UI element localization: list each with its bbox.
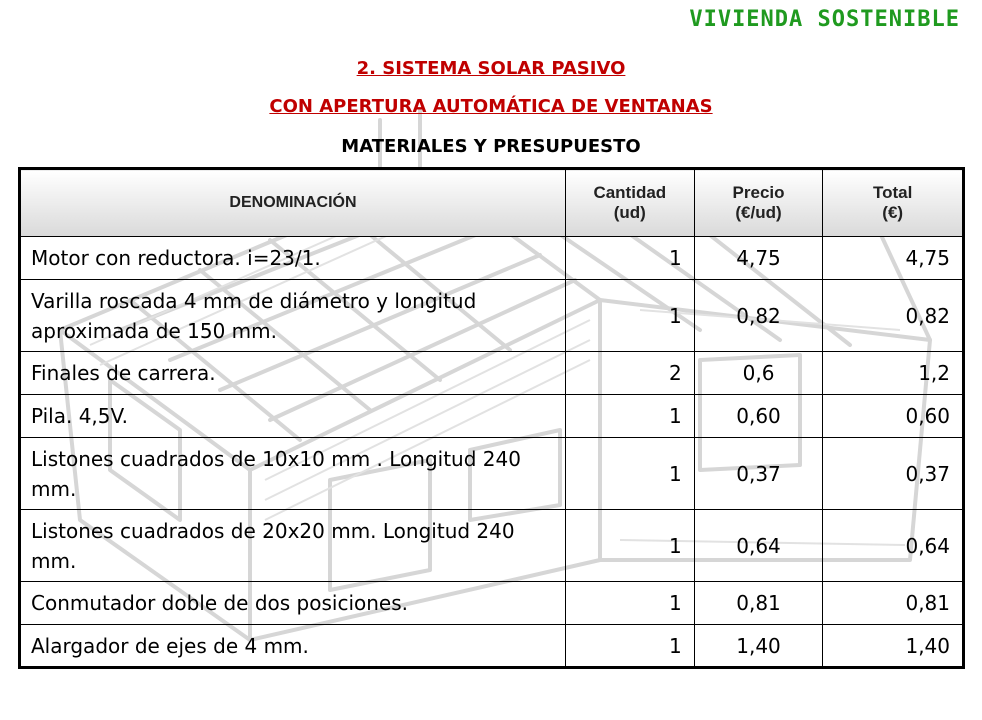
table-row: [20, 582, 964, 625]
item-name: Listones cuadrados de 10x10 mm . Longitud 240 mm.: [20, 438, 566, 510]
item-price: 0,81: [694, 582, 823, 625]
item-quantity: 1: [565, 510, 694, 582]
header-line-2: (ud): [613, 203, 646, 222]
item-total: 0,37: [823, 438, 964, 510]
table-row: [20, 352, 964, 395]
item-quantity: 1: [565, 438, 694, 510]
table-row: [20, 438, 964, 510]
item-price: 0,82: [694, 280, 823, 352]
header-row: [20, 169, 964, 237]
table-row: [20, 625, 964, 668]
column-header-cantidad: [565, 169, 694, 237]
item-name: Varilla roscada 4 mm de diámetro y longitud aproximada de 150 mm.: [20, 280, 566, 352]
item-name: Listones cuadrados de 20x20 mm. Longitud 240 mm.: [20, 510, 566, 582]
table-caption: MATERIALES Y PRESUPUESTO: [341, 136, 641, 157]
item-price: 0,60: [694, 395, 823, 438]
item-quantity: 1: [565, 237, 694, 280]
header-line-2: (€): [882, 203, 904, 222]
header-line-1: Cantidad: [593, 183, 667, 202]
section-subtitle: CON APERTURA AUTOMÁTICA DE VENTANAS: [269, 96, 713, 117]
item-quantity: 1: [565, 395, 694, 438]
materials-budget-table: [18, 167, 965, 669]
column-header-total: [823, 169, 964, 237]
item-price: 0,64: [694, 510, 823, 582]
column-header-precio: [694, 169, 823, 237]
item-price: 4,75: [694, 237, 823, 280]
header-line-1: Total: [873, 183, 913, 202]
item-name: Pila. 4,5V.: [20, 395, 566, 438]
table-row: [20, 510, 964, 582]
item-quantity: 1: [565, 625, 694, 668]
header-line-2: (€/ud): [735, 203, 782, 222]
brand-logo-text: VIVIENDA SOSTENIBLE: [689, 7, 960, 32]
item-total: 1,2: [823, 352, 964, 395]
item-total: 4,75: [823, 237, 964, 280]
section-title: 2. SISTEMA SOLAR PASIVO: [356, 58, 626, 79]
item-quantity: 2: [565, 352, 694, 395]
item-name: Motor con reductora. i=23/1.: [20, 237, 566, 280]
item-total: 1,40: [823, 625, 964, 668]
table-row: [20, 237, 964, 280]
item-name: Finales de carrera.: [20, 352, 566, 395]
item-total: 0,60: [823, 395, 964, 438]
item-quantity: 1: [565, 582, 694, 625]
item-name: Alargador de ejes de 4 mm.: [20, 625, 566, 668]
table-header: [20, 169, 964, 237]
item-total: 0,82: [823, 280, 964, 352]
item-price: 0,6: [694, 352, 823, 395]
table-row: [20, 280, 964, 352]
header-line-1: Precio: [732, 183, 785, 202]
table-row: [20, 395, 964, 438]
column-header-denominacion: DENOMINACIÓN: [20, 169, 566, 237]
item-total: 0,64: [823, 510, 964, 582]
item-price: 0,37: [694, 438, 823, 510]
item-total: 0,81: [823, 582, 964, 625]
item-quantity: 1: [565, 280, 694, 352]
item-price: 1,40: [694, 625, 823, 668]
item-name: Conmutador doble de dos posiciones.: [20, 582, 566, 625]
